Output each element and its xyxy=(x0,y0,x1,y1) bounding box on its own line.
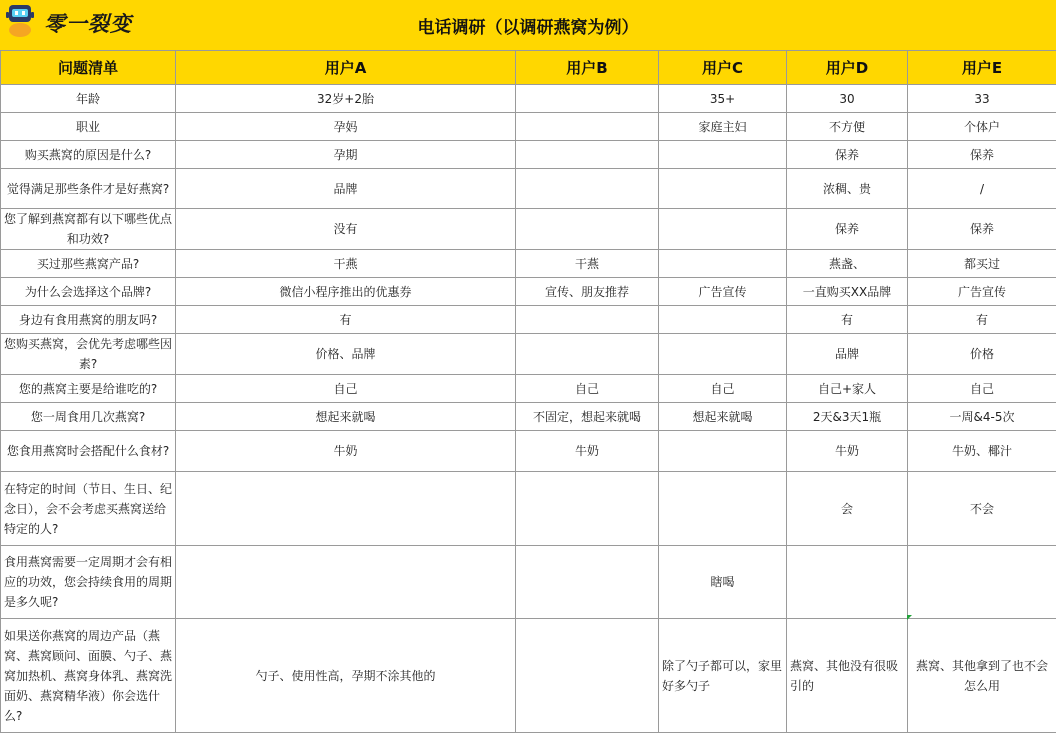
answer-cell-c: 瞎喝 xyxy=(659,546,787,619)
answer-cell-d: 品牌 xyxy=(787,334,908,375)
question-cell: 您食用燕窝时会搭配什么食材? xyxy=(1,431,176,472)
answer-cell-c xyxy=(659,431,787,472)
answer-cell-c: 除了勺子都可以，家里好多勺子 xyxy=(659,619,787,733)
answer-cell-c xyxy=(659,209,787,250)
answer-cell-b xyxy=(516,546,659,619)
question-cell: 购买燕窝的原因是什么? xyxy=(1,141,176,169)
answer-cell-e: 一周&4-5次 xyxy=(908,403,1056,431)
answer-cell-a: 孕妈 xyxy=(176,113,516,141)
answer-cell-b xyxy=(516,141,659,169)
question-cell: 如果送你燕窝的周边产品（燕窝、燕窝顾问、面膜、勺子、燕窝加热机、燕窝身体乳、燕窝洗面奶、燕窝精华液）你会选什么? xyxy=(1,619,176,733)
survey-table xyxy=(0,50,1056,733)
answer-cell-d: 保养 xyxy=(787,209,908,250)
answer-cell-d: 一直购买XX品牌 xyxy=(787,278,908,306)
answer-cell-c xyxy=(659,169,787,209)
answer-cell-b xyxy=(516,334,659,375)
answer-cell-d: 燕窝、其他没有很吸引的 xyxy=(787,619,908,733)
answer-cell-d: 有 xyxy=(787,306,908,334)
answer-cell-b: 牛奶 xyxy=(516,431,659,472)
answer-cell-c: 自己 xyxy=(659,375,787,403)
answer-cell-d: 牛奶 xyxy=(787,431,908,472)
answer-cell-c: 家庭主妇 xyxy=(659,113,787,141)
answer-cell-d xyxy=(787,546,908,619)
answer-cell-a xyxy=(176,472,516,546)
answer-cell-b: 宣传、朋友推荐 xyxy=(516,278,659,306)
answer-cell-c xyxy=(659,472,787,546)
table-row xyxy=(1,141,1056,169)
answer-cell-e: 牛奶、椰汁 xyxy=(908,431,1056,472)
header-user-a: 用户A xyxy=(176,51,516,85)
answer-cell-e: 广告宣传 xyxy=(908,278,1056,306)
table-row xyxy=(1,375,1056,403)
answer-cell-b: 自己 xyxy=(516,375,659,403)
question-cell: 在特定的时间（节日、生日、纪念日），会不会考虑买燕窝送给特定的人? xyxy=(1,472,176,546)
answer-cell-e: 燕窝、其他拿到了也不会怎么用 xyxy=(908,619,1056,733)
title-banner xyxy=(0,0,1056,50)
table-row xyxy=(1,546,1056,619)
table-row xyxy=(1,85,1056,113)
question-cell: 您一周食用几次燕窝? xyxy=(1,403,176,431)
brand-name: 零一裂变 xyxy=(44,8,132,38)
answer-cell-a: 没有 xyxy=(176,209,516,250)
answer-cell-b: 不固定，想起来就喝 xyxy=(516,403,659,431)
answer-cell-d: 30 xyxy=(787,85,908,113)
answer-cell-b xyxy=(516,209,659,250)
answer-cell-e: 自己 xyxy=(908,375,1056,403)
answer-cell-a: 微信小程序推出的优惠券 xyxy=(176,278,516,306)
question-cell: 身边有食用燕窝的朋友吗? xyxy=(1,306,176,334)
table-row xyxy=(1,472,1056,546)
answer-cell-a: 品牌 xyxy=(176,169,516,209)
answer-cell-c xyxy=(659,141,787,169)
answer-cell-b xyxy=(516,169,659,209)
answer-cell-e: 有 xyxy=(908,306,1056,334)
answer-cell-c xyxy=(659,334,787,375)
answer-cell-d: 燕盏、 xyxy=(787,250,908,278)
answer-cell-e: 都买过 xyxy=(908,250,1056,278)
answer-cell-c: 想起来就喝 xyxy=(659,403,787,431)
answer-cell-e: 33 xyxy=(908,85,1056,113)
answer-cell-b xyxy=(516,113,659,141)
table-row xyxy=(1,403,1056,431)
answer-cell-c xyxy=(659,306,787,334)
question-cell: 您了解到燕窝都有以下哪些优点和功效? xyxy=(1,209,176,250)
header-user-e: 用户E xyxy=(908,51,1056,85)
answer-cell-a: 价格、品牌 xyxy=(176,334,516,375)
answer-cell-d: 会 xyxy=(787,472,908,546)
answer-cell-e: 个体户 xyxy=(908,113,1056,141)
answer-cell-d: 浓稠、贵 xyxy=(787,169,908,209)
answer-cell-b: 干燕 xyxy=(516,250,659,278)
answer-cell-b xyxy=(516,306,659,334)
answer-cell-a: 干燕 xyxy=(176,250,516,278)
question-cell: 觉得满足那些条件才是好燕窝? xyxy=(1,169,176,209)
table-row xyxy=(1,306,1056,334)
answer-cell-b xyxy=(516,472,659,546)
table-row xyxy=(1,250,1056,278)
answer-cell-a: 孕期 xyxy=(176,141,516,169)
answer-cell-e: 不会 xyxy=(908,472,1056,546)
header-user-b: 用户B xyxy=(516,51,659,85)
answer-cell-e: / xyxy=(908,169,1056,209)
answer-cell-e: 保养 xyxy=(908,141,1056,169)
header-question-list: 问题清单 xyxy=(1,51,176,85)
table-row xyxy=(1,113,1056,141)
question-cell: 年龄 xyxy=(1,85,176,113)
answer-cell-b xyxy=(516,85,659,113)
answer-cell-c xyxy=(659,250,787,278)
question-cell: 买过那些燕窝产品? xyxy=(1,250,176,278)
table-row xyxy=(1,619,1056,733)
answer-cell-d: 自己+家人 xyxy=(787,375,908,403)
answer-cell-a: 想起来就喝 xyxy=(176,403,516,431)
table-row xyxy=(1,209,1056,250)
table-row xyxy=(1,278,1056,306)
table-row xyxy=(1,169,1056,209)
answer-cell-c: 35+ xyxy=(659,85,787,113)
answer-cell-d: 保养 xyxy=(787,141,908,169)
question-cell: 职业 xyxy=(1,113,176,141)
header-user-c: 用户C xyxy=(659,51,787,85)
answer-cell-c: 广告宣传 xyxy=(659,278,787,306)
page-title: 电话调研（以调研燕窝为例） xyxy=(0,13,1056,38)
cell-comment-marker xyxy=(907,615,912,620)
answer-cell-a: 自己 xyxy=(176,375,516,403)
question-cell: 您购买燕窝，会优先考虑哪些因素? xyxy=(1,334,176,375)
answer-cell-a: 牛奶 xyxy=(176,431,516,472)
answer-cell-a: 勺子、使用性高，孕期不涂其他的 xyxy=(176,619,516,733)
answer-cell-a: 32岁+2胎 xyxy=(176,85,516,113)
question-cell: 食用燕窝需要一定周期才会有相应的功效，您会持续食用的周期是多久呢? xyxy=(1,546,176,619)
question-cell: 您的燕窝主要是给谁吃的? xyxy=(1,375,176,403)
answer-cell-d: 不方便 xyxy=(787,113,908,141)
table-row xyxy=(1,431,1056,472)
answer-cell-d: 2天&3天1瓶 xyxy=(787,403,908,431)
table-row xyxy=(1,334,1056,375)
answer-cell-a xyxy=(176,546,516,619)
answer-cell-a: 有 xyxy=(176,306,516,334)
answer-cell-b xyxy=(516,619,659,733)
header-row xyxy=(1,51,1056,85)
answer-cell-e: 保养 xyxy=(908,209,1056,250)
question-cell: 为什么会选择这个品牌? xyxy=(1,278,176,306)
answer-cell-e xyxy=(908,546,1056,619)
answer-cell-e: 价格 xyxy=(908,334,1056,375)
header-user-d: 用户D xyxy=(787,51,908,85)
